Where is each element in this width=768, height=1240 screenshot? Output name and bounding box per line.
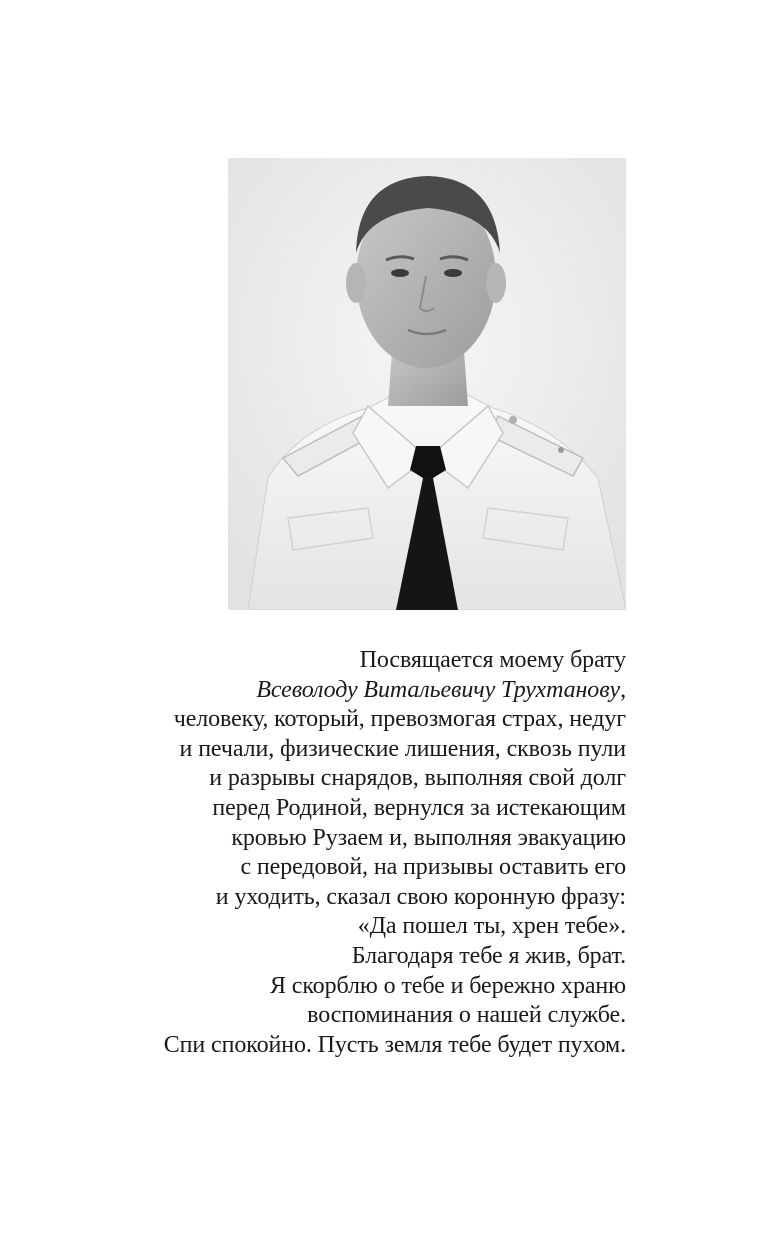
dedication-line: Благодаря тебе я жив, брат. [351, 942, 626, 969]
dedication-line: «Да пошел ты, хрен тебе». [357, 913, 626, 940]
dedication-line: Я скорблю о тебе и бережно храню [269, 972, 626, 999]
dedicatee-name-comma: , [620, 676, 626, 703]
dedication-line: и печали, физические лишения, сквозь пули [179, 735, 626, 762]
dedication-line-1: Посвящается моему брату [359, 647, 626, 673]
dedication-line: и уходить, сказал свою коронную фразу: [215, 883, 626, 910]
dedication-text [100, 646, 626, 1060]
dedication-line: воспоминания о нашей службе. [307, 1002, 626, 1029]
dedicatee-name: Всеволоду Витальевичу Трухтанову [256, 676, 621, 703]
dedication-line: перед Родиной, вернулся за истекающим [212, 794, 626, 821]
dedication-line: и разрывы снарядов, выполняя свой долг [209, 765, 626, 792]
portrait-photo [228, 158, 626, 610]
dedicatee-name-line [100, 676, 626, 706]
portrait-illustration [228, 158, 626, 610]
dedication-line: Спи спокойно. Пусть земля тебе будет пухом. [163, 1031, 626, 1058]
dedication-line: с передовой, на призывы оставить его [240, 854, 626, 881]
dedication-line: кровью Рузаем и, выполняя эвакуацию [231, 824, 626, 851]
dedication-line: человеку, который, превозмогая страх, недуг [173, 706, 626, 733]
